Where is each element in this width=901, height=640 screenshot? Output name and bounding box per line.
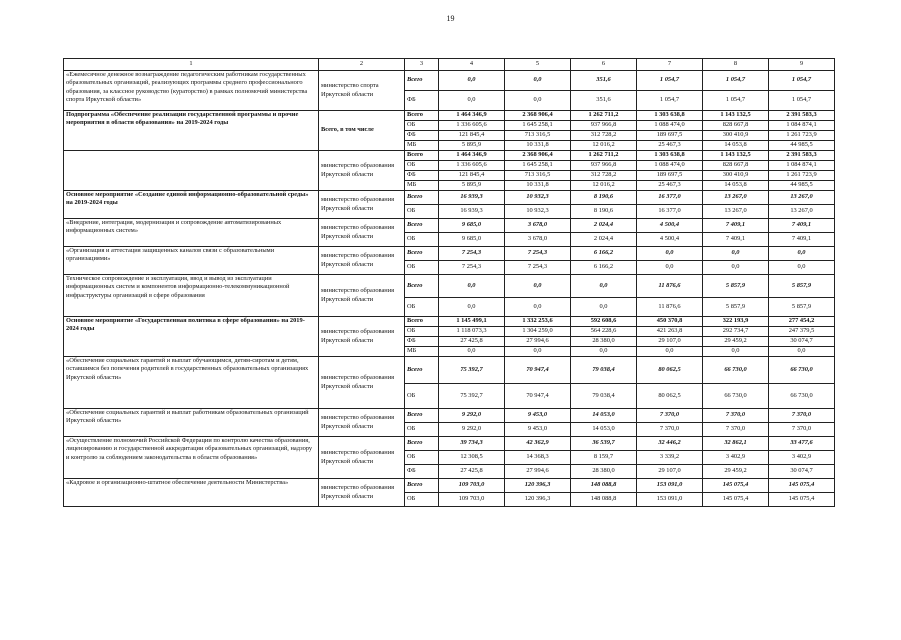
row-name-cell: Основное мероприятие «Государственная политика в сфере образования» на 2019-2024 годы xyxy=(64,317,319,357)
source-cell: ОБ xyxy=(405,298,439,317)
row-name-cell: Техническое сопровождение и эксплуатация, ввод и вывод из эксплуатации информационных систем и компонентов информационно-телекоммуникационной инфраструктуры организаций в сфере образования xyxy=(64,275,319,317)
value-cell: 7 370,0 xyxy=(769,409,835,423)
value-cell: 75 392,7 xyxy=(439,384,505,409)
value-cell: 70 947,4 xyxy=(505,384,571,409)
value-cell: 1 143 132,5 xyxy=(703,151,769,161)
value-cell: 351,6 xyxy=(571,71,637,91)
value-cell: 0,0 xyxy=(439,298,505,317)
source-cell: Всего xyxy=(405,71,439,91)
value-cell: 16 939,3 xyxy=(439,191,505,205)
value-cell: 1 304 259,0 xyxy=(505,327,571,337)
value-cell: 1 054,7 xyxy=(703,91,769,111)
value-cell: 12 016,2 xyxy=(571,141,637,151)
value-cell: 1 261 723,9 xyxy=(769,131,835,141)
value-cell: 11 876,6 xyxy=(637,275,703,298)
value-cell: 153 091,0 xyxy=(637,493,703,507)
source-cell: ОБ xyxy=(405,493,439,507)
value-cell: 1 332 253,6 xyxy=(505,317,571,327)
source-cell: ОБ xyxy=(405,121,439,131)
source-cell: Всего xyxy=(405,409,439,423)
value-cell: 79 038,4 xyxy=(571,384,637,409)
value-cell: 6 166,2 xyxy=(571,247,637,261)
executor-cell: министерство образования Иркутской области xyxy=(319,191,405,219)
table-row xyxy=(64,71,835,91)
value-cell: 937 966,8 xyxy=(571,121,637,131)
value-cell: 4 500,4 xyxy=(637,233,703,247)
value-cell: 2 368 906,4 xyxy=(505,151,571,161)
value-cell: 29 107,0 xyxy=(637,337,703,347)
column-header: 5 xyxy=(505,59,571,71)
value-cell: 120 396,3 xyxy=(505,493,571,507)
executor-cell: министерство образования Иркутской области xyxy=(319,317,405,357)
executor-cell: министерство образования Иркутской области xyxy=(319,479,405,507)
source-cell: МБ xyxy=(405,347,439,357)
table-row xyxy=(64,357,835,384)
value-cell: 13 267,0 xyxy=(703,205,769,219)
row-name-cell: «Осуществление полномочий Российской Федерации по контролю качества образования, лицензированию и государственной аккредитации образовательных организаций, надзору и контролю за соблюдением законодательства в области образования» xyxy=(64,437,319,479)
value-cell: 9 292,0 xyxy=(439,423,505,437)
value-cell: 312 728,2 xyxy=(571,131,637,141)
source-cell: МБ xyxy=(405,141,439,151)
value-cell: 148 088,8 xyxy=(571,493,637,507)
value-cell: 0,0 xyxy=(439,71,505,91)
value-cell: 145 075,4 xyxy=(703,493,769,507)
source-cell: ОБ xyxy=(405,423,439,437)
source-cell: ФБ xyxy=(405,465,439,479)
table-row xyxy=(64,191,835,205)
value-cell: 0,0 xyxy=(505,298,571,317)
value-cell: 292 734,7 xyxy=(703,327,769,337)
value-cell: 120 396,3 xyxy=(505,479,571,493)
row-name-cell: Подпрограмма «Обеспечение реализации государственной программы и прочие мероприятия в области образования» на 2019-2024 годы xyxy=(64,111,319,151)
value-cell: 44 985,5 xyxy=(769,181,835,191)
value-cell: 1 084 874,1 xyxy=(769,121,835,131)
value-cell: 1 088 474,0 xyxy=(637,121,703,131)
value-cell: 9 292,0 xyxy=(439,409,505,423)
value-cell: 0,0 xyxy=(769,261,835,275)
value-cell: 1 303 638,8 xyxy=(637,151,703,161)
value-cell: 3 678,0 xyxy=(505,219,571,233)
value-cell: 7 254,3 xyxy=(439,261,505,275)
value-cell: 0,0 xyxy=(769,347,835,357)
value-cell: 8 159,7 xyxy=(571,451,637,465)
value-cell: 937 966,8 xyxy=(571,161,637,171)
value-cell: 80 062,5 xyxy=(637,384,703,409)
value-cell: 1 054,7 xyxy=(769,71,835,91)
value-cell: 66 730,0 xyxy=(769,384,835,409)
executor-cell: министерство спорта Иркутской области xyxy=(319,71,405,111)
value-cell: 32 862,1 xyxy=(703,437,769,451)
executor-cell: министерство образования Иркутской области xyxy=(319,247,405,275)
value-cell: 0,0 xyxy=(505,347,571,357)
value-cell: 5 895,9 xyxy=(439,141,505,151)
source-cell: ОБ xyxy=(405,384,439,409)
value-cell: 14 053,0 xyxy=(571,409,637,423)
value-cell: 28 380,0 xyxy=(571,337,637,347)
executor-cell: министерство образования Иркутской области xyxy=(319,357,405,409)
value-cell: 13 267,0 xyxy=(769,205,835,219)
value-cell: 7 254,3 xyxy=(505,247,571,261)
value-cell: 828 667,8 xyxy=(703,121,769,131)
source-cell: ФБ xyxy=(405,337,439,347)
row-name-cell: «Кадровое и организационно-штатное обеспечение деятельности Министерства» xyxy=(64,479,319,507)
value-cell: 3 402,9 xyxy=(769,451,835,465)
value-cell: 13 267,0 xyxy=(703,191,769,205)
value-cell: 9 685,0 xyxy=(439,233,505,247)
header-row xyxy=(64,59,835,71)
source-cell: Всего xyxy=(405,111,439,121)
value-cell: 10 932,3 xyxy=(505,191,571,205)
value-cell: 421 263,8 xyxy=(637,327,703,337)
value-cell: 80 062,5 xyxy=(637,357,703,384)
executor-cell: министерство образования Иркутской области xyxy=(319,437,405,479)
source-cell: ФБ xyxy=(405,131,439,141)
value-cell: 1 464 346,9 xyxy=(439,151,505,161)
value-cell: 189 697,5 xyxy=(637,131,703,141)
value-cell: 7 409,1 xyxy=(769,219,835,233)
value-cell: 450 370,8 xyxy=(637,317,703,327)
table-row xyxy=(64,219,835,233)
value-cell: 1 336 605,6 xyxy=(439,121,505,131)
value-cell: 7 254,3 xyxy=(505,261,571,275)
value-cell: 713 316,5 xyxy=(505,171,571,181)
value-cell: 3 678,0 xyxy=(505,233,571,247)
value-cell: 27 994,6 xyxy=(505,337,571,347)
row-name-cell: «Внедрение, интеграция, модернизация и сопровождение автоматизированных информационных систем» xyxy=(64,219,319,247)
column-header: 6 xyxy=(571,59,637,71)
source-cell: Всего xyxy=(405,219,439,233)
value-cell: 5 857,9 xyxy=(703,275,769,298)
source-cell: ФБ xyxy=(405,171,439,181)
value-cell: 0,0 xyxy=(439,347,505,357)
source-cell: ОБ xyxy=(405,451,439,465)
source-cell: ОБ xyxy=(405,205,439,219)
value-cell: 0,0 xyxy=(703,247,769,261)
value-cell: 2 368 906,4 xyxy=(505,111,571,121)
value-cell: 0,0 xyxy=(571,298,637,317)
value-cell: 121 845,4 xyxy=(439,131,505,141)
value-cell: 3 402,9 xyxy=(703,451,769,465)
value-cell: 1 261 723,9 xyxy=(769,171,835,181)
value-cell: 33 477,6 xyxy=(769,437,835,451)
value-cell: 1 262 711,2 xyxy=(571,151,637,161)
value-cell: 5 857,9 xyxy=(769,275,835,298)
executor-cell: министерство образования Иркутской области xyxy=(319,409,405,437)
executor-cell: министерство образования Иркутской области xyxy=(319,275,405,317)
value-cell: 39 734,3 xyxy=(439,437,505,451)
value-cell: 70 947,4 xyxy=(505,357,571,384)
value-cell: 7 370,0 xyxy=(769,423,835,437)
source-cell: ОБ xyxy=(405,261,439,275)
value-cell: 5 857,9 xyxy=(703,298,769,317)
row-name-cell: Основное мероприятие «Создание единой информационно-образовательной среды» на 2019-2024 годы xyxy=(64,191,319,219)
value-cell: 0,0 xyxy=(703,261,769,275)
source-cell: Всего xyxy=(405,317,439,327)
executor-cell: министерство образования Иркутской области xyxy=(319,219,405,247)
value-cell: 27 994,6 xyxy=(505,465,571,479)
value-cell: 0,0 xyxy=(571,347,637,357)
value-cell: 109 703,0 xyxy=(439,493,505,507)
value-cell: 36 539,7 xyxy=(571,437,637,451)
value-cell: 145 075,4 xyxy=(769,493,835,507)
value-cell: 30 074,7 xyxy=(769,465,835,479)
value-cell: 121 845,4 xyxy=(439,171,505,181)
value-cell: 16 377,0 xyxy=(637,205,703,219)
value-cell: 1 143 132,5 xyxy=(703,111,769,121)
value-cell: 12 016,2 xyxy=(571,181,637,191)
table-row xyxy=(64,479,835,493)
value-cell: 10 932,3 xyxy=(505,205,571,219)
value-cell: 29 459,2 xyxy=(703,465,769,479)
value-cell: 0,0 xyxy=(505,71,571,91)
value-cell: 0,0 xyxy=(439,275,505,298)
value-cell: 11 876,6 xyxy=(637,298,703,317)
value-cell: 25 467,3 xyxy=(637,181,703,191)
value-cell: 1 084 874,1 xyxy=(769,161,835,171)
row-name-cell: «Ежемесячное денежное вознаграждение педагогическим работникам государственных образовательных организаций, реализующих программы среднего профессионального образования, за классное руководство (кураторство) в рамках полномочий министерства спорта Иркутской области» xyxy=(64,71,319,111)
column-header: 9 xyxy=(769,59,835,71)
table-row xyxy=(64,247,835,261)
value-cell: 9 453,0 xyxy=(505,409,571,423)
value-cell: 75 392,7 xyxy=(439,357,505,384)
value-cell: 0,0 xyxy=(439,91,505,111)
source-cell: Всего xyxy=(405,275,439,298)
table-row xyxy=(64,275,835,298)
table-row xyxy=(64,151,835,161)
value-cell: 1 054,7 xyxy=(637,91,703,111)
value-cell: 6 166,2 xyxy=(571,261,637,275)
value-cell: 14 053,8 xyxy=(703,141,769,151)
source-cell: Всего xyxy=(405,247,439,261)
value-cell: 3 339,2 xyxy=(637,451,703,465)
value-cell: 8 190,6 xyxy=(571,191,637,205)
value-cell: 66 730,0 xyxy=(703,357,769,384)
value-cell: 1 054,7 xyxy=(637,71,703,91)
value-cell: 10 331,8 xyxy=(505,141,571,151)
value-cell: 10 331,8 xyxy=(505,181,571,191)
value-cell: 828 667,8 xyxy=(703,161,769,171)
value-cell: 564 228,6 xyxy=(571,327,637,337)
value-cell: 14 368,3 xyxy=(505,451,571,465)
value-cell: 713 316,5 xyxy=(505,131,571,141)
row-name-cell: «Обеспечение социальных гарантий и выплат обучающимся, детям-сиротам и детям, оставшимся без попечения родителей в государственных образовательных организациях Иркутской области» xyxy=(64,357,319,409)
table-row xyxy=(64,437,835,451)
source-cell: ОБ xyxy=(405,327,439,337)
value-cell: 2 024,4 xyxy=(571,233,637,247)
value-cell: 25 467,3 xyxy=(637,141,703,151)
column-header: 4 xyxy=(439,59,505,71)
row-name-cell xyxy=(64,151,319,191)
value-cell: 145 075,4 xyxy=(703,479,769,493)
budget-table xyxy=(63,58,835,507)
table-row xyxy=(64,409,835,423)
value-cell: 1 088 474,0 xyxy=(637,161,703,171)
value-cell: 7 370,0 xyxy=(703,409,769,423)
column-header: 8 xyxy=(703,59,769,71)
value-cell: 7 370,0 xyxy=(637,423,703,437)
value-cell: 27 425,8 xyxy=(439,465,505,479)
value-cell: 14 053,8 xyxy=(703,181,769,191)
executor-cell: министерство образования Иркутской области xyxy=(319,151,405,191)
table-row xyxy=(64,111,835,121)
value-cell: 16 377,0 xyxy=(637,191,703,205)
value-cell: 1 118 073,3 xyxy=(439,327,505,337)
column-header: 1 xyxy=(64,59,319,71)
value-cell: 1 336 605,6 xyxy=(439,161,505,171)
column-header: 2 xyxy=(319,59,405,71)
value-cell: 7 409,1 xyxy=(703,233,769,247)
value-cell: 9 453,0 xyxy=(505,423,571,437)
executor-cell: Всего, в том числе xyxy=(319,111,405,151)
value-cell: 14 053,0 xyxy=(571,423,637,437)
value-cell: 66 730,0 xyxy=(769,357,835,384)
value-cell: 592 608,6 xyxy=(571,317,637,327)
value-cell: 277 454,2 xyxy=(769,317,835,327)
value-cell: 8 190,6 xyxy=(571,205,637,219)
value-cell: 300 410,9 xyxy=(703,171,769,181)
column-header: 7 xyxy=(637,59,703,71)
page-number: 19 xyxy=(446,14,455,23)
value-cell: 300 410,9 xyxy=(703,131,769,141)
value-cell: 1 262 711,2 xyxy=(571,111,637,121)
value-cell: 0,0 xyxy=(505,91,571,111)
value-cell: 0,0 xyxy=(703,347,769,357)
source-cell: Всего xyxy=(405,151,439,161)
source-cell: ФБ xyxy=(405,91,439,111)
value-cell: 1 645 258,1 xyxy=(505,161,571,171)
value-cell: 7 370,0 xyxy=(637,409,703,423)
value-cell: 2 391 583,3 xyxy=(769,151,835,161)
value-cell: 29 459,2 xyxy=(703,337,769,347)
source-cell: МБ xyxy=(405,181,439,191)
value-cell: 0,0 xyxy=(637,347,703,357)
value-cell: 12 308,5 xyxy=(439,451,505,465)
source-cell: ОБ xyxy=(405,161,439,171)
value-cell: 79 038,4 xyxy=(571,357,637,384)
value-cell: 2 024,4 xyxy=(571,219,637,233)
value-cell: 7 254,3 xyxy=(439,247,505,261)
value-cell: 1 645 258,1 xyxy=(505,121,571,131)
value-cell: 29 107,0 xyxy=(637,465,703,479)
source-cell: Всего xyxy=(405,479,439,493)
value-cell: 7 409,1 xyxy=(769,233,835,247)
value-cell: 13 267,0 xyxy=(769,191,835,205)
value-cell: 2 391 583,3 xyxy=(769,111,835,121)
value-cell: 5 857,9 xyxy=(769,298,835,317)
source-cell: Всего xyxy=(405,437,439,451)
value-cell: 4 500,4 xyxy=(637,219,703,233)
value-cell: 1 054,7 xyxy=(769,91,835,111)
value-cell: 247 379,5 xyxy=(769,327,835,337)
source-cell: Всего xyxy=(405,357,439,384)
value-cell: 312 728,2 xyxy=(571,171,637,181)
value-cell: 7 370,0 xyxy=(703,423,769,437)
source-cell: Всего xyxy=(405,191,439,205)
value-cell: 44 985,5 xyxy=(769,141,835,151)
value-cell: 109 703,0 xyxy=(439,479,505,493)
value-cell: 5 895,9 xyxy=(439,181,505,191)
value-cell: 1 054,7 xyxy=(703,71,769,91)
value-cell: 148 088,8 xyxy=(571,479,637,493)
value-cell: 0,0 xyxy=(571,275,637,298)
value-cell: 0,0 xyxy=(637,261,703,275)
row-name-cell: «Организация и аттестация защищенных каналов связи с образовательными организациями» xyxy=(64,247,319,275)
value-cell: 66 730,0 xyxy=(703,384,769,409)
value-cell: 189 697,5 xyxy=(637,171,703,181)
value-cell: 32 446,2 xyxy=(637,437,703,451)
value-cell: 9 685,0 xyxy=(439,219,505,233)
row-name-cell: «Обеспечение социальных гарантий и выплат работникам образовательных организаций Иркутской области» xyxy=(64,409,319,437)
column-header: 3 xyxy=(405,59,439,71)
source-cell: ОБ xyxy=(405,233,439,247)
value-cell: 145 075,4 xyxy=(769,479,835,493)
value-cell: 1 303 638,8 xyxy=(637,111,703,121)
value-cell: 351,6 xyxy=(571,91,637,111)
value-cell: 16 939,3 xyxy=(439,205,505,219)
value-cell: 1 464 346,9 xyxy=(439,111,505,121)
value-cell: 153 091,0 xyxy=(637,479,703,493)
value-cell: 28 380,0 xyxy=(571,465,637,479)
value-cell: 0,0 xyxy=(769,247,835,261)
value-cell: 322 193,9 xyxy=(703,317,769,327)
table-row xyxy=(64,317,835,327)
value-cell: 0,0 xyxy=(637,247,703,261)
value-cell: 1 145 499,1 xyxy=(439,317,505,327)
value-cell: 27 425,8 xyxy=(439,337,505,347)
value-cell: 7 409,1 xyxy=(703,219,769,233)
value-cell: 42 362,9 xyxy=(505,437,571,451)
value-cell: 0,0 xyxy=(505,275,571,298)
value-cell: 30 074,7 xyxy=(769,337,835,347)
